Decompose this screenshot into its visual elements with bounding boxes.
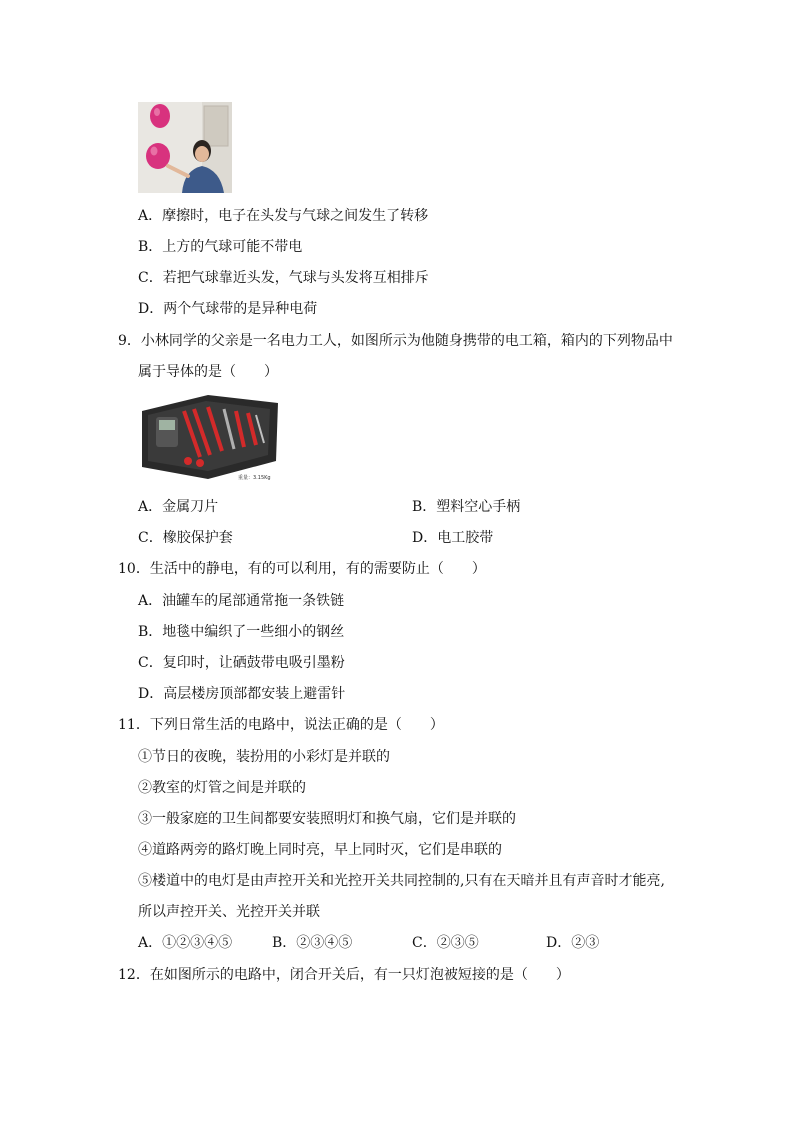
q12-stem: 12．在如图所示的电路中，闭合开关后，有一只灯泡被短接的是（ ） bbox=[118, 967, 570, 983]
q9-option-a: A．金属刀片 bbox=[138, 499, 219, 515]
q10-option-a: A．油罐车的尾部通常拖一条铁链 bbox=[138, 593, 345, 609]
q11-option-b: B．②③④⑤ bbox=[272, 935, 353, 951]
q8-option-c: C．若把气球靠近头发，气球与头发将互相排斥 bbox=[138, 270, 429, 286]
q10-stem: 10．生活中的静电，有的可以利用，有的需要防止（ ） bbox=[118, 561, 486, 577]
q9-option-b: B．塑料空心手柄 bbox=[412, 499, 521, 515]
q11-stem: 11．下列日常生活的电路中，说法正确的是（ ） bbox=[118, 717, 444, 733]
balloon-photo bbox=[138, 102, 232, 193]
q9-stem-line2: 属于导体的是（ ） bbox=[138, 364, 278, 380]
q11-statement-4: ④道路两旁的路灯晚上同时亮，早上同时灭，它们是串联的 bbox=[138, 842, 502, 858]
q11-option-c: C．②③⑤ bbox=[412, 935, 479, 951]
toolbox-weight-caption: 重量：3.15Kg bbox=[238, 475, 271, 481]
q11-statement-5-cont: 所以声控开关、光控开关并联 bbox=[138, 904, 320, 920]
q11-statement-5: ⑤楼道中的电灯是由声控开关和光控开关共同控制的,只有在天暗并且有声音时才能亮, bbox=[138, 873, 665, 889]
q9-stem-line1: 9．小林同学的父亲是一名电力工人，如图所示为他随身携带的电工箱，箱内的下列物品中 bbox=[118, 333, 673, 349]
q8-option-b: B．上方的气球可能不带电 bbox=[138, 239, 303, 255]
q10-option-b: B．地毯中编织了一些细小的钢丝 bbox=[138, 624, 345, 640]
q11-statement-1: ①节日的夜晚，装扮用的小彩灯是并联的 bbox=[138, 749, 390, 765]
q10-option-c: C．复印时，让硒鼓带电吸引墨粉 bbox=[138, 655, 345, 671]
toolbox-photo-illustration bbox=[138, 391, 282, 483]
q8-option-d: D．两个气球带的是异种电荷 bbox=[138, 301, 318, 317]
q11-option-a: A．①②③④⑤ bbox=[138, 935, 233, 951]
q8-option-a: A．摩擦时，电子在头发与气球之间发生了转移 bbox=[138, 208, 429, 224]
q11-statement-2: ②教室的灯管之间是并联的 bbox=[138, 780, 306, 796]
balloon-photo-illustration bbox=[138, 102, 232, 193]
toolbox-photo bbox=[138, 391, 282, 483]
q9-option-c: C．橡胶保护套 bbox=[138, 530, 233, 546]
q11-statement-3: ③一般家庭的卫生间都要安装照明灯和换气扇，它们是并联的 bbox=[138, 811, 516, 827]
q11-option-d: D．②③ bbox=[546, 935, 600, 951]
q10-option-d: D．高层楼房顶部都安装上避雷针 bbox=[138, 686, 346, 702]
q9-option-d: D．电工胶带 bbox=[412, 530, 494, 546]
